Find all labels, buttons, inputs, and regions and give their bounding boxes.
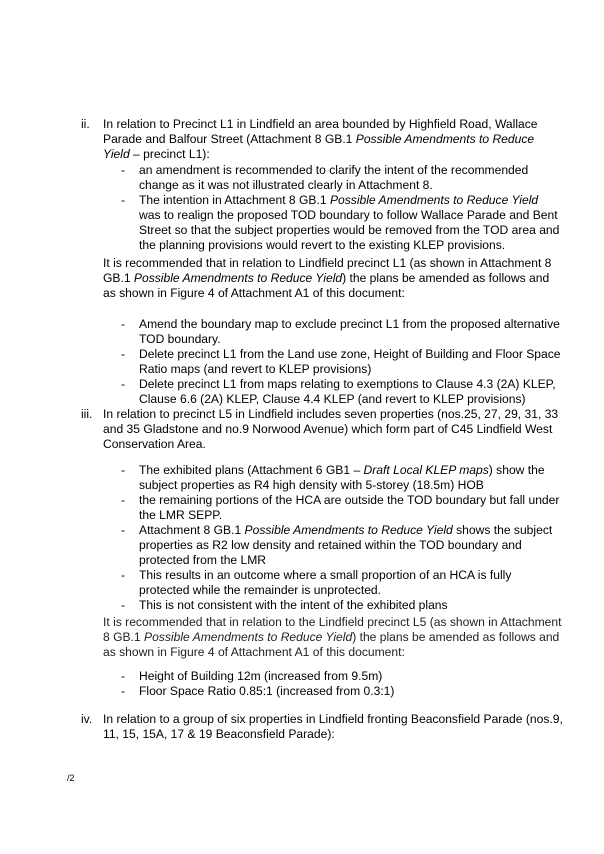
list-item: - the remaining portions of the HCA are outside the TOD boundary but fall under the LMR SEPP. bbox=[121, 493, 560, 522]
section-ii-heading: In relation to Precinct L1 in Lindfield an area bounded by Highfield Road, Wallace Parade and Balfour Street (Attachment 8 GB.1 Possible Amendments to Reduce Yield – precinct L1): bbox=[103, 117, 538, 161]
list-item: - The exhibited plans (Attachment 6 GB1 – Draft Local KLEP maps) show the subject properties as R4 high density with 5-storey (18.5m) HOB bbox=[121, 463, 545, 492]
list-item: - Amend the boundary map to exclude precinct L1 from the proposed alternative TOD boundary. bbox=[121, 317, 560, 346]
section-ii-bullets bbox=[121, 163, 561, 253]
section-ii-numeral: ii. bbox=[81, 117, 90, 131]
list-item: - This is not consistent with the intent of the exhibited plans bbox=[121, 598, 448, 612]
page-footer: /2 bbox=[67, 773, 75, 783]
section-iv-numeral: iv. bbox=[81, 712, 93, 726]
section-iii-bullets bbox=[121, 463, 561, 613]
section-iii-numeral: iii. bbox=[81, 407, 93, 421]
list-item: - Floor Space Ratio 0.85:1 (increased from 0.3:1) bbox=[121, 684, 395, 698]
list-item: - an amendment is recommended to clarify the intent of the recommended change as it was not illustrated clearly in Attachment 8. bbox=[121, 163, 529, 192]
list-item: - Delete precinct L1 from maps relating to exemptions to Clause 4.3 (2A) KLEP, Clause 6.6 (2A) KLEP, Clause 4.4 KLEP (and revert to KLEP provisions) bbox=[121, 377, 556, 406]
section-iv-heading: In relation to a group of six properties in Lindfield fronting Beaconsfield Parade (nos.9, 11, 15, 15A, 17 & 19 Beaconsfield Parade): bbox=[103, 712, 563, 741]
section-iii-heading: In relation to precinct L5 in Lindfield includes seven properties (nos.25, 27, 29, 31, 33 and 35 Gladstone and no.9 Norwood Avenue) which form part of C45 Lindfield West Conservation Area. bbox=[103, 407, 559, 451]
section-iii-recommendation: It is recommended that in relation to the Lindfield precinct L5 (as shown in Attachment 8 GB.1 Possible Amendments to Reduce Yield) the plans be amended as follows and as shown in Figure 4 of Attachment A1 of this document: bbox=[103, 615, 562, 659]
list-item: - Attachment 8 GB.1 Possible Amendments to Reduce Yield shows the subject properties as R2 low density and retained within the TOD boundary and protected from the LMR bbox=[121, 523, 553, 567]
section-ii-rec-bullets bbox=[121, 317, 561, 407]
list-item: - This results in an outcome where a small proportion of an HCA is fully protected while the remainder is unprotected. bbox=[121, 568, 512, 597]
list-item: - Delete precinct L1 from the Land use zone, Height of Building and Floor Space Ratio maps (and revert to KLEP provisions) bbox=[121, 347, 561, 376]
list-item: - The intention in Attachment 8 GB.1 Possible Amendments to Reduce Yield was to realign the proposed TOD boundary to follow Wallace Parade and Bent Street so that the subject properties would be removed from the TOD area and the planning provisions would revert to the existing KLEP provisions. bbox=[121, 193, 560, 252]
section-iii-rec-bullets bbox=[121, 669, 561, 699]
section-ii-recommendation: It is recommended that in relation to Lindfield precinct L1 (as shown in Attachment 8 GB.1 Possible Amendments to Reduce Yield) the plans be amended as follows and as shown in Figure 4 of Attachment A1 of this document: bbox=[103, 256, 552, 300]
list-item: - Height of Building 12m (increased from 9.5m) bbox=[121, 669, 383, 683]
